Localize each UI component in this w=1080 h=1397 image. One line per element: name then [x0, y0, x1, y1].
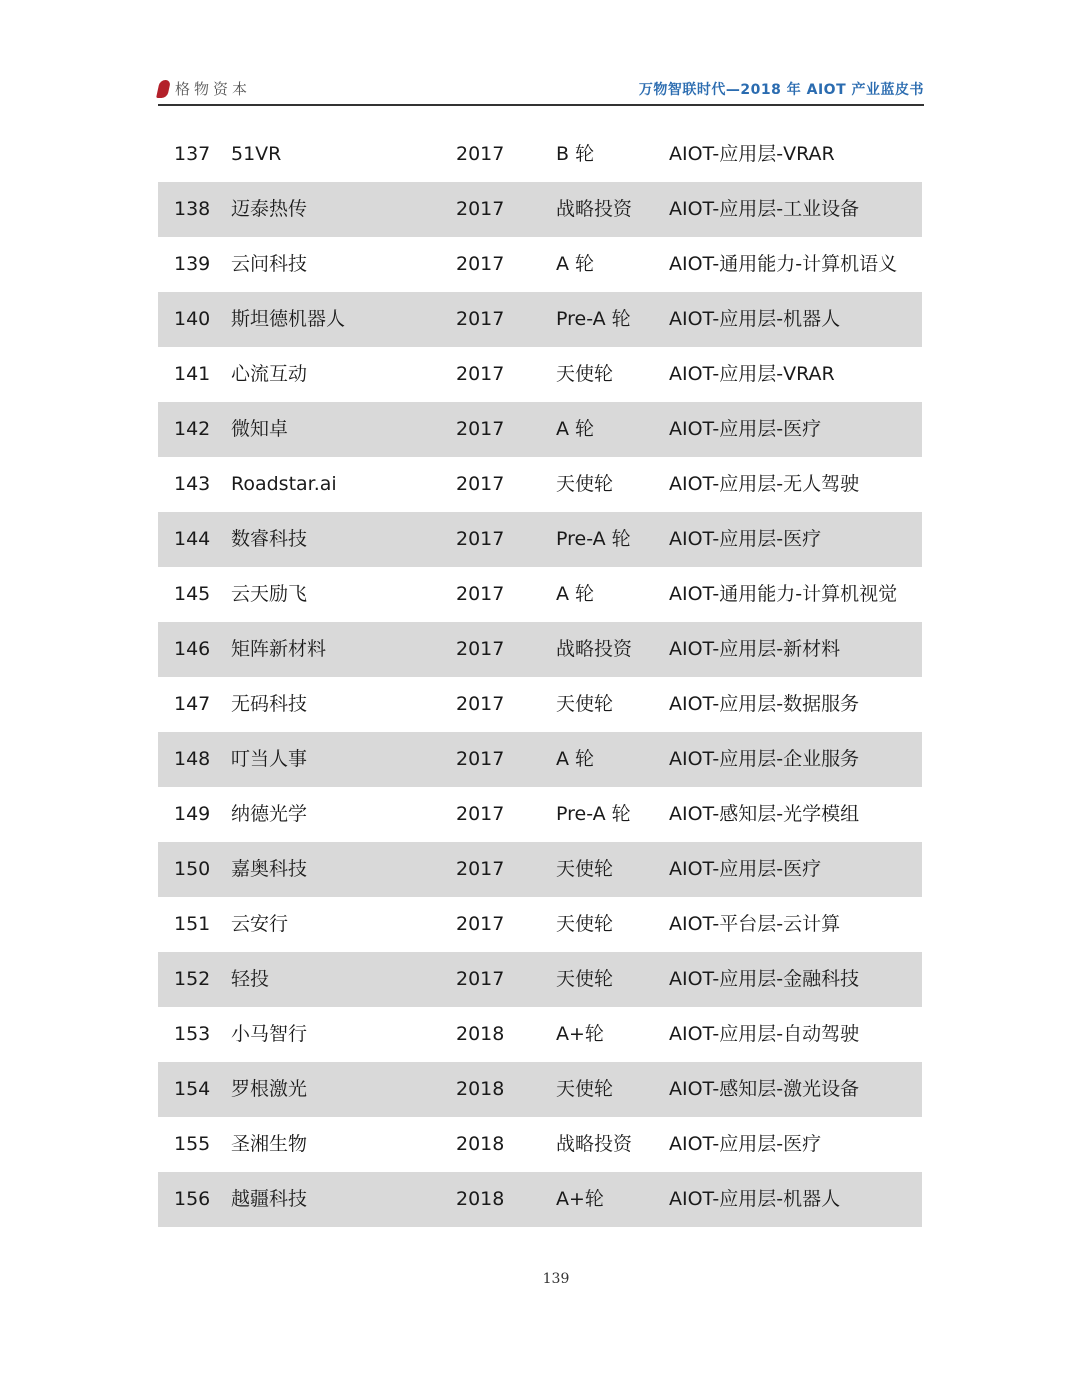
funding-round: 天使轮 — [556, 1078, 614, 1100]
funding-round: 天使轮 — [556, 693, 614, 715]
table-row — [158, 1117, 922, 1172]
investment-year: 2017 — [456, 858, 505, 880]
row-number: 140 — [174, 308, 211, 330]
table-row — [158, 897, 922, 952]
table-row — [158, 457, 922, 512]
row-number: 137 — [174, 143, 211, 165]
page-header — [158, 74, 924, 106]
investment-year: 2017 — [456, 253, 505, 275]
funding-round: A 轮 — [556, 418, 595, 440]
investment-year: 2017 — [456, 583, 505, 605]
table-row — [158, 237, 922, 292]
funding-round: A 轮 — [556, 583, 595, 605]
funding-round: 战略投资 — [556, 1133, 633, 1155]
table-row — [158, 127, 922, 182]
table-row — [158, 182, 922, 237]
table-row — [158, 1062, 922, 1117]
company-name: 小马智行 — [231, 1023, 308, 1045]
table-row — [158, 787, 922, 842]
funding-round: 天使轮 — [556, 858, 614, 880]
funding-round: A+轮 — [556, 1023, 604, 1045]
funding-round: A 轮 — [556, 748, 595, 770]
industry-category: AIOT-感知层-光学模组 — [669, 803, 860, 825]
funding-round: Pre-A 轮 — [556, 308, 631, 330]
investment-year: 2017 — [456, 143, 505, 165]
industry-category: AIOT-应用层-新材料 — [669, 638, 841, 660]
industry-category: AIOT-通用能力-计算机视觉 — [669, 583, 898, 605]
company-name: 迈泰热传 — [231, 198, 308, 220]
industry-category: AIOT-平台层-云计算 — [669, 913, 841, 935]
company-name: 心流互动 — [231, 363, 308, 385]
industry-category: AIOT-应用层-机器人 — [669, 308, 841, 330]
company-name: 51VR — [231, 143, 282, 165]
row-number: 150 — [174, 858, 211, 880]
company-name: Roadstar.ai — [231, 473, 337, 495]
investment-year: 2017 — [456, 913, 505, 935]
industry-category: AIOT-应用层-医疗 — [669, 1133, 822, 1155]
funding-round: Pre-A 轮 — [556, 803, 631, 825]
row-number: 147 — [174, 693, 211, 715]
industry-category: AIOT-通用能力-计算机语义 — [669, 253, 898, 275]
row-number: 149 — [174, 803, 211, 825]
funding-round: 天使轮 — [556, 913, 614, 935]
table-row — [158, 292, 922, 347]
row-number: 151 — [174, 913, 211, 935]
investment-year: 2017 — [456, 198, 505, 220]
company-name: 轻投 — [231, 968, 270, 990]
investment-year: 2017 — [456, 528, 505, 550]
table-row — [158, 512, 922, 567]
row-number: 146 — [174, 638, 211, 660]
company-name: 斯坦德机器人 — [231, 308, 346, 330]
investment-year: 2017 — [456, 418, 505, 440]
company-logo — [158, 78, 251, 99]
row-number: 143 — [174, 473, 211, 495]
industry-category: AIOT-应用层-VRAR — [669, 363, 835, 385]
report-title: 万物智联时代—2018 年 AIOT 产业蓝皮书 — [638, 82, 924, 98]
row-number: 144 — [174, 528, 211, 550]
company-name: 云安行 — [231, 913, 289, 935]
funding-round: 天使轮 — [556, 968, 614, 990]
company-name: 微知卓 — [231, 418, 289, 440]
funding-round: 天使轮 — [556, 363, 614, 385]
table-row — [158, 732, 922, 787]
row-number: 148 — [174, 748, 211, 770]
company-name: 圣湘生物 — [231, 1133, 308, 1155]
investment-year: 2017 — [456, 748, 505, 770]
funding-round: A 轮 — [556, 253, 595, 275]
company-name: 矩阵新材料 — [231, 638, 327, 660]
investment-table — [158, 127, 922, 1227]
logo-mark-icon — [156, 80, 171, 98]
investment-year: 2017 — [456, 968, 505, 990]
table-row — [158, 567, 922, 622]
row-number: 139 — [174, 253, 211, 275]
industry-category: AIOT-应用层-工业设备 — [669, 198, 860, 220]
industry-category: AIOT-应用层-医疗 — [669, 858, 822, 880]
industry-category: AIOT-应用层-自动驾驶 — [669, 1023, 860, 1045]
industry-category: AIOT-应用层-企业服务 — [669, 748, 860, 770]
company-name: 纳德光学 — [231, 803, 308, 825]
funding-round: A+轮 — [556, 1188, 604, 1210]
table-row — [158, 402, 922, 457]
industry-category: AIOT-应用层-机器人 — [669, 1188, 841, 1210]
row-number: 138 — [174, 198, 211, 220]
funding-round: 战略投资 — [556, 638, 633, 660]
logo-text: 格物资本 — [175, 80, 252, 98]
industry-category: AIOT-应用层-VRAR — [669, 143, 835, 165]
row-number: 142 — [174, 418, 211, 440]
company-name: 数睿科技 — [231, 528, 308, 550]
row-number: 156 — [174, 1188, 211, 1210]
funding-round: B 轮 — [556, 143, 595, 165]
investment-year: 2018 — [456, 1023, 505, 1045]
industry-category: AIOT-感知层-激光设备 — [669, 1078, 860, 1100]
row-number: 155 — [174, 1133, 211, 1155]
investment-year: 2018 — [456, 1078, 505, 1100]
investment-year: 2018 — [456, 1188, 505, 1210]
company-name: 无码科技 — [231, 693, 308, 715]
funding-round: 天使轮 — [556, 473, 614, 495]
investment-year: 2017 — [456, 363, 505, 385]
row-number: 153 — [174, 1023, 211, 1045]
industry-category: AIOT-应用层-医疗 — [669, 418, 822, 440]
company-name: 云问科技 — [231, 253, 308, 275]
page-number: 139 — [542, 1271, 570, 1287]
row-number: 152 — [174, 968, 211, 990]
industry-category: AIOT-应用层-数据服务 — [669, 693, 860, 715]
row-number: 145 — [174, 583, 211, 605]
investment-year: 2017 — [456, 803, 505, 825]
row-number: 154 — [174, 1078, 211, 1100]
table-row — [158, 622, 922, 677]
table-row — [158, 842, 922, 897]
row-number: 141 — [174, 363, 211, 385]
investment-year: 2017 — [456, 308, 505, 330]
company-name: 叮当人事 — [231, 748, 308, 770]
company-name: 罗根激光 — [231, 1078, 308, 1100]
company-name: 云天励飞 — [231, 583, 308, 605]
table-row — [158, 1007, 922, 1062]
industry-category: AIOT-应用层-医疗 — [669, 528, 822, 550]
company-name: 越疆科技 — [231, 1188, 308, 1210]
funding-round: Pre-A 轮 — [556, 528, 631, 550]
company-name: 嘉奥科技 — [231, 858, 308, 880]
funding-round: 战略投资 — [556, 198, 633, 220]
table-row — [158, 1172, 922, 1227]
table-row — [158, 677, 922, 732]
industry-category: AIOT-应用层-无人驾驶 — [669, 473, 860, 495]
investment-year: 2017 — [456, 693, 505, 715]
investment-year: 2017 — [456, 638, 505, 660]
investment-year: 2018 — [456, 1133, 505, 1155]
table-row — [158, 952, 922, 1007]
industry-category: AIOT-应用层-金融科技 — [669, 968, 860, 990]
investment-year: 2017 — [456, 473, 505, 495]
table-row — [158, 347, 922, 402]
